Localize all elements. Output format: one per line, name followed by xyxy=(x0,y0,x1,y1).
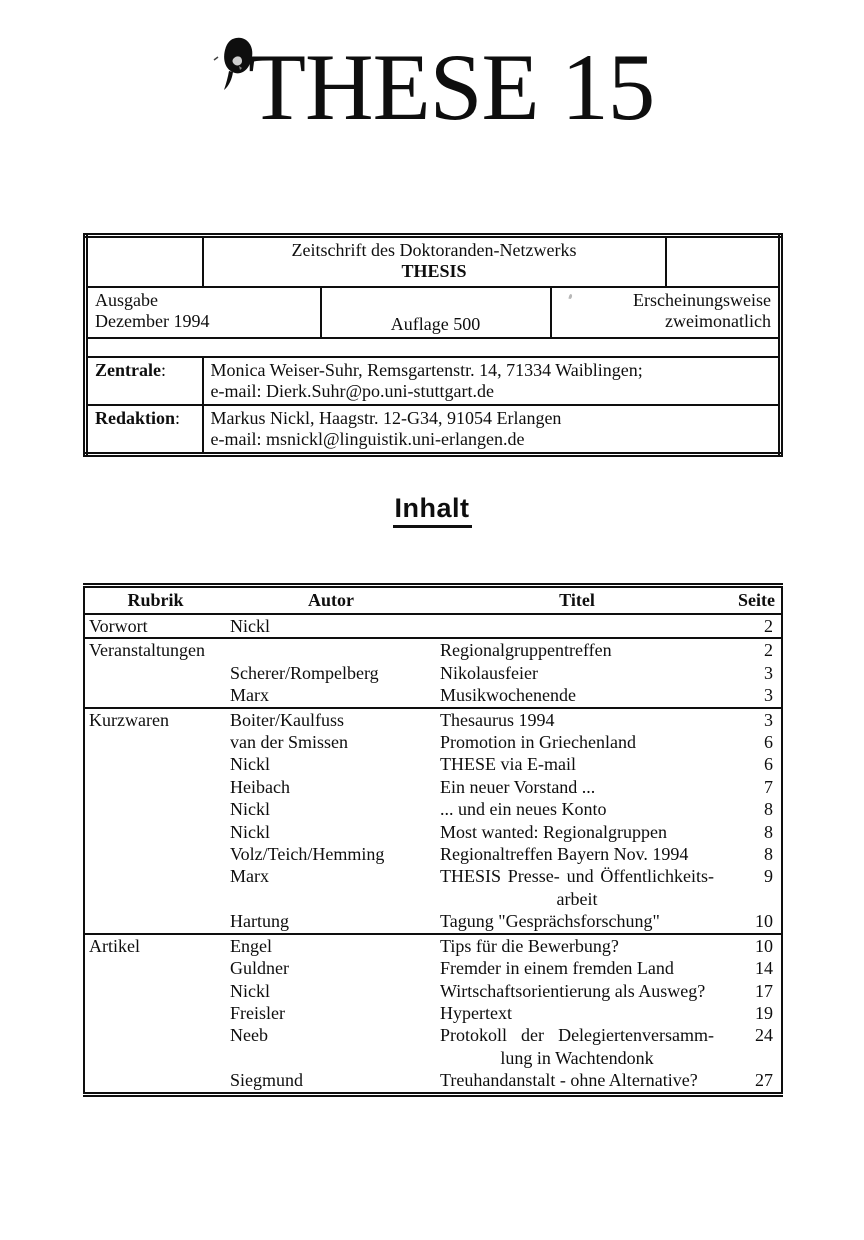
redaktion-colon: : xyxy=(175,408,181,428)
seite-cell: 8 xyxy=(764,821,773,842)
masthead-row-spacer xyxy=(86,338,781,357)
titel-line: Ein neuer Vorstand ... xyxy=(440,776,596,797)
seite-cell: 7 xyxy=(764,776,773,797)
issue-cell xyxy=(86,287,321,338)
titel-cell xyxy=(436,1069,718,1094)
rubrik-cell: Artikel xyxy=(84,934,226,957)
titel-cell xyxy=(436,957,718,979)
titel-line: Tips für die Bewerbung? xyxy=(440,935,619,956)
titel-line: Wirtschaftsorientierung als Ausweg? xyxy=(440,980,706,1001)
table-row xyxy=(84,957,782,979)
table-row xyxy=(84,1002,782,1024)
titel-line: Thesaurus 1994 xyxy=(440,709,555,730)
contents-header-row xyxy=(84,586,782,615)
seite-cell: 9 xyxy=(764,866,773,887)
autor-cell: Neeb xyxy=(230,1025,268,1046)
titel-continuation: arbeit xyxy=(556,888,598,909)
table-row xyxy=(84,731,782,753)
table-row xyxy=(84,980,782,1002)
seite-cell: 10 xyxy=(718,934,782,957)
rubrik-cell xyxy=(84,753,226,775)
titel-line: Nikolausfeier xyxy=(440,662,538,683)
rubrik-cell xyxy=(84,980,226,1002)
page-title: THESE 15 xyxy=(248,34,655,140)
titel-line: Promotion in Griechenland xyxy=(440,732,636,753)
titel-line: Protokoll der Delegiertenversamm- xyxy=(440,1025,714,1046)
header-seite: Seite xyxy=(718,586,782,615)
autor-cell: Guldner xyxy=(230,958,289,979)
seite-cell: 2 xyxy=(718,614,782,638)
titel-cell xyxy=(436,821,718,843)
table-row xyxy=(84,865,782,910)
seite-cell: 6 xyxy=(764,732,773,753)
seite-cell: 19 xyxy=(755,1002,773,1023)
seite-cell: 6 xyxy=(764,754,773,775)
spacer-cell xyxy=(86,338,781,357)
seite-cell: 17 xyxy=(755,980,773,1001)
rubrik-cell xyxy=(84,1002,226,1024)
masthead-row-redaktion xyxy=(86,405,781,455)
autor-cell: Marx xyxy=(230,866,269,887)
redaktion-email: e-mail: msnickl@linguistik.uni-erlangen.de xyxy=(210,429,525,449)
rubrik-cell: Veranstaltungen xyxy=(84,638,226,661)
titel-cell xyxy=(436,708,718,731)
seite-cell: 10 xyxy=(755,911,773,932)
table-row xyxy=(84,684,782,707)
contents-heading-wrap xyxy=(0,493,864,528)
titel-line: THESIS Presse- und Öffentlichkeits- xyxy=(440,866,714,887)
table-row xyxy=(84,638,782,661)
titel-cell xyxy=(436,731,718,753)
frequency-value: zweimonatlich xyxy=(665,311,772,331)
seite-cell: 3 xyxy=(718,708,782,731)
autor-cell: Nickl xyxy=(226,614,436,638)
autor-cell: Nickl xyxy=(230,799,270,820)
frequency-label: Erscheinungsweise xyxy=(633,290,772,310)
titel-cell xyxy=(436,910,718,933)
autor-cell xyxy=(226,638,436,661)
seite-cell: 2 xyxy=(718,638,782,661)
titel-line: Hypertext xyxy=(440,1002,512,1023)
titel-cell xyxy=(436,798,718,820)
table-row xyxy=(84,821,782,843)
autor-cell: Nickl xyxy=(230,821,270,842)
table-row xyxy=(84,614,782,638)
seite-cell: 3 xyxy=(764,662,773,683)
empty-cell xyxy=(86,236,203,288)
contents-table xyxy=(83,583,783,1097)
rubrik-cell xyxy=(84,865,226,910)
masthead-row-journal xyxy=(86,236,781,288)
autor-cell: Siegmund xyxy=(230,1070,304,1091)
masthead-row-issue xyxy=(86,287,781,338)
table-row xyxy=(84,1024,782,1069)
titel-cell xyxy=(436,776,718,798)
autor-cell: Hartung xyxy=(230,911,289,932)
table-row xyxy=(84,910,782,933)
titel-cell xyxy=(436,843,718,865)
header-rubrik: Rubrik xyxy=(84,586,226,615)
table-row xyxy=(84,708,782,731)
rubrik-cell xyxy=(84,1024,226,1069)
titel-cell xyxy=(436,934,718,957)
autor-cell: Volz/Teich/Hemming xyxy=(230,844,385,865)
zentrale-address: Monica Weiser-Suhr, Remsgartenstr. 14, 71334 Waiblingen; xyxy=(210,360,643,380)
table-row xyxy=(84,843,782,865)
rubrik-cell xyxy=(84,957,226,979)
journal-subtitle: Zeitschrift des Doktoranden-Netzwerks xyxy=(291,240,577,260)
autor-cell: Freisler xyxy=(230,1002,285,1023)
frequency-cell xyxy=(551,287,781,338)
redaktion-address: Markus Nickl, Haagstr. 12-G34, 91054 Erlangen xyxy=(210,408,562,428)
rubrik-cell xyxy=(84,731,226,753)
zentrale-label-cell xyxy=(86,357,203,405)
autor-cell: Nickl xyxy=(230,754,270,775)
rubrik-cell xyxy=(84,1069,226,1094)
autor-cell: Heibach xyxy=(230,776,290,797)
masthead-table xyxy=(83,233,783,457)
autor-cell: Marx xyxy=(230,685,269,706)
empty-cell xyxy=(666,236,781,288)
titel-line: Most wanted: Regionalgruppen xyxy=(440,821,667,842)
header-titel: Titel xyxy=(436,586,718,615)
titel-line: Musikwochenende xyxy=(440,685,576,706)
rubrik-cell xyxy=(84,798,226,820)
autor-cell: Nickl xyxy=(230,980,270,1001)
rubrik-cell xyxy=(84,776,226,798)
seite-cell: 27 xyxy=(755,1070,773,1091)
titel-line: Regionalgruppentreffen xyxy=(440,640,612,661)
titel-cell xyxy=(436,614,718,638)
autor-cell: Boiter/Kaulfuss xyxy=(226,708,436,731)
table-row xyxy=(84,934,782,957)
rubrik-cell: Kurzwaren xyxy=(84,708,226,731)
table-row xyxy=(84,662,782,684)
rubrik-cell xyxy=(84,843,226,865)
redaktion-label: Redaktion xyxy=(95,408,176,428)
rubrik-cell xyxy=(84,684,226,707)
autor-cell: Engel xyxy=(226,934,436,957)
contents-heading: Inhalt xyxy=(393,493,472,528)
autor-cell: van der Smissen xyxy=(230,732,348,753)
table-row xyxy=(84,798,782,820)
titel-cell xyxy=(436,638,718,661)
rubrik-cell xyxy=(84,662,226,684)
table-row xyxy=(84,753,782,775)
titel-continuation: lung in Wachtendonk xyxy=(500,1047,654,1068)
zentrale-email: e-mail: Dierk.Suhr@po.uni-stuttgart.de xyxy=(210,381,495,401)
zentrale-value-cell xyxy=(203,357,781,405)
seite-cell: 24 xyxy=(755,1025,773,1046)
titel-cell xyxy=(436,1024,718,1069)
redaktion-label-cell xyxy=(86,405,203,455)
table-row xyxy=(84,1069,782,1094)
zentrale-colon: : xyxy=(160,360,166,380)
titel-cell xyxy=(436,753,718,775)
titel-cell xyxy=(436,1002,718,1024)
titel-cell xyxy=(436,684,718,707)
titel-line: Treuhandanstalt - ohne Alternative? xyxy=(440,1070,698,1091)
rubrik-cell: Vorwort xyxy=(84,614,226,638)
contents-body xyxy=(84,614,782,1094)
redaktion-value-cell xyxy=(203,405,781,455)
table-row xyxy=(84,776,782,798)
issue-label: Ausgabe xyxy=(95,290,158,310)
titel-line: Regionaltreffen Bayern Nov. 1994 xyxy=(440,844,689,865)
rubrik-cell xyxy=(84,910,226,933)
masthead-row-zentrale xyxy=(86,357,781,405)
autor-cell: Scherer/Rompelberg xyxy=(230,662,379,683)
seite-cell: 8 xyxy=(764,799,773,820)
rubrik-cell xyxy=(84,821,226,843)
titel-line: Fremder in einem fremden Land xyxy=(440,958,674,979)
titel-cell xyxy=(436,662,718,684)
seite-cell: 8 xyxy=(764,844,773,865)
titel-line: ... und ein neues Konto xyxy=(440,799,607,820)
issue-value: Dezember 1994 xyxy=(95,311,210,331)
journal-name-cell xyxy=(203,236,666,288)
seite-cell: 14 xyxy=(755,958,773,979)
print-run: Auflage 500 xyxy=(390,314,481,334)
header-autor: Autor xyxy=(226,586,436,615)
seite-cell: 3 xyxy=(764,685,773,706)
titel-cell xyxy=(436,980,718,1002)
print-run-cell xyxy=(321,287,551,338)
titel-cell xyxy=(436,865,718,910)
zentrale-label: Zentrale xyxy=(95,360,161,380)
titel-line: Tagung "Gesprächsforschung" xyxy=(440,911,660,932)
titel-line: THESE via E-mail xyxy=(440,754,576,775)
journal-org: THESIS xyxy=(401,261,467,281)
